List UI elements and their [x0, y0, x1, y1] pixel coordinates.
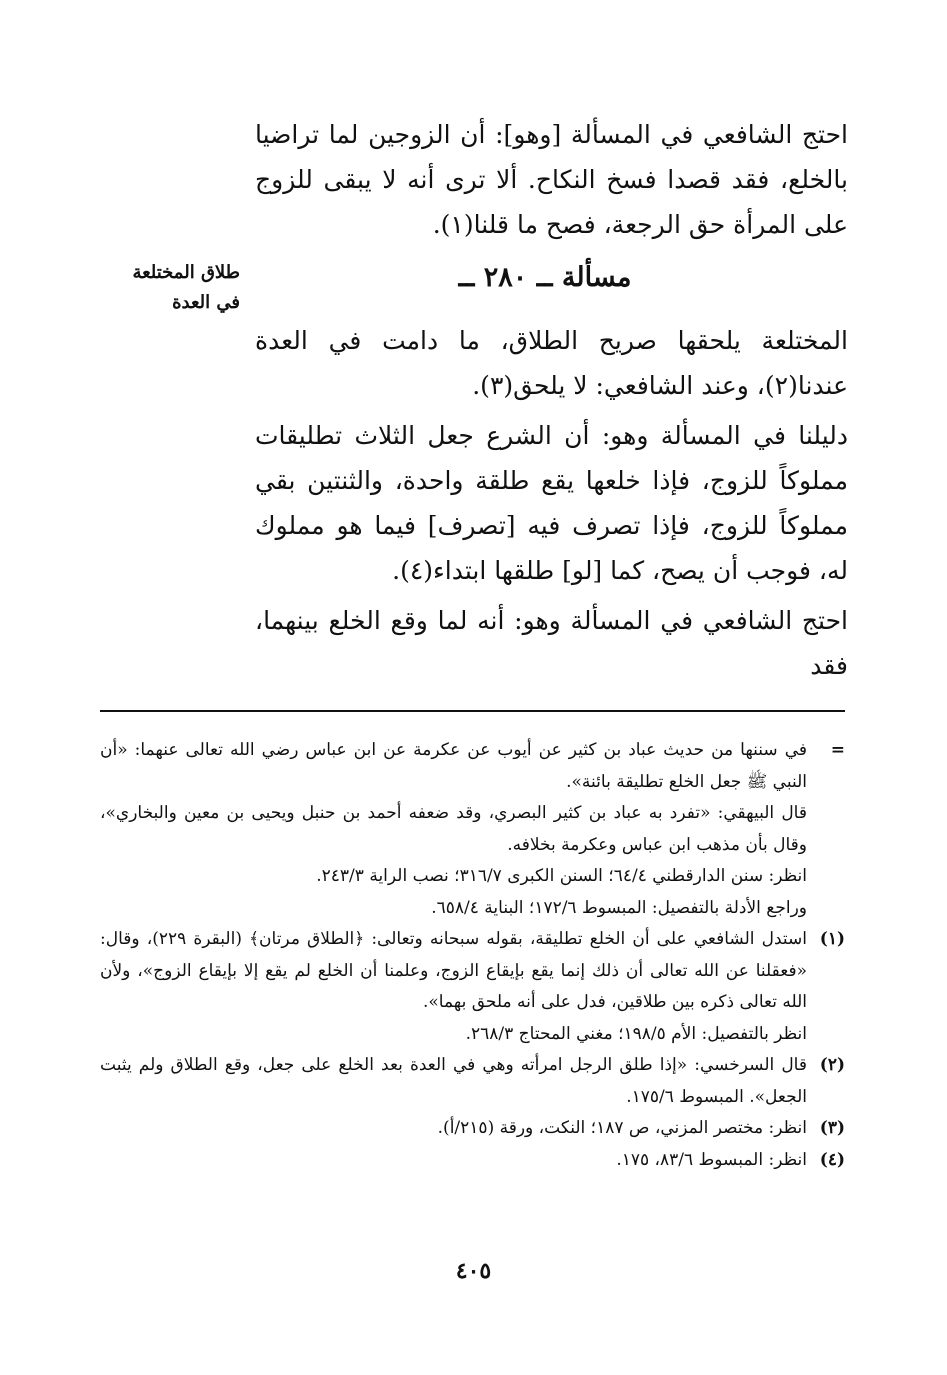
- footnote-4: [100, 1145, 845, 1177]
- footnote-line: استدل الشافعي على أن الخلع تطليقة، بقوله سبحانه وتعالى: ﴿الطلاق مرتان﴾ (البقرة ٢٢٩)، وقال: «فعقلنا عن الله تعالى أن ذلك إنما يقع بإيقاع الزوج، وعلمنا أن الخلع لم يقع إلا بإيقاع الزوج»، ولأن الله تعالى ذكره بين طلاقين، فدل على أنه ملحق بهما».: [100, 929, 808, 1012]
- issue-heading: مسألة ــ ٢٨٠ ــ: [458, 262, 632, 293]
- paragraph-shafii-evidence: احتج الشافعي في المسألة وهو: أنه لما وقع الخلع بينهما، فقد: [255, 606, 848, 680]
- footnote-line: وراجع الأدلة بالتفصيل: المبسوط ١٧٢/٦؛ البناية ٦٥٨/٤.: [431, 897, 807, 918]
- footnote-line: انظر: سنن الدارقطني ٦٤/٤؛ السنن الكبرى ٣١٦/٧؛ نصب الراية ٢٤٣/٣.: [316, 866, 807, 886]
- footnote-2: [100, 1050, 845, 1113]
- footnote-1: [100, 924, 845, 1050]
- margin-note: طلاق المختلعة في العدة: [132, 262, 240, 313]
- footnote-marker: =: [830, 740, 845, 760]
- paragraph-issue-statement: المختلعة يلحقها صريح الطلاق، ما دامت في العدة عندنا(٢)، وعند الشافعي: لا يلحق(٣).: [255, 326, 848, 400]
- footnote-marker: (١): [819, 929, 845, 949]
- footnote-line: انظر: مختصر المزني، ص ١٨٧؛ النكت، ورقة (٢١٥/أ).: [437, 1118, 807, 1138]
- footnote-line: انظر: المبسوط ٨٣/٦، ١٧٥.: [616, 1149, 807, 1170]
- footnote-3: [100, 1113, 845, 1145]
- footnote-marker: (٤): [819, 1149, 845, 1170]
- footnote-line: قال السرخسي: «إذا طلق الرجل امرأته وهي في العدة بعد الخلع على جعل، وقع الطلاق ولم يثبت الجعل». المبسوط ١٧٥/٦.: [100, 1055, 807, 1107]
- footnote-line: في سننها من حديث عباد بن كثير عن أيوب عن عكرمة عن ابن عباس رضي الله تعالى عنهما: «أن النبي ﷺ جعل الخلع تطليقة بائنة».: [100, 740, 807, 792]
- footnotes: [100, 735, 845, 1176]
- footnote-line: انظر بالتفصيل: الأم ١٩٨/٥؛ مغني المحتاج ٢٦٨/٣.: [465, 1023, 807, 1044]
- paragraph-our-evidence: دليلنا في المسألة وهو: أن الشرع جعل الثلاث تطليقات مملوكاً للزوج، فإذا خلعها يقع طلقة واحدة، والثنتين بقي مملوكاً للزوج، فإذا تصرف فيه [تصرف] فيما هو مملوك له، فوجب أن يصح، كما [لو] طلقها ابتداء(٤).: [255, 421, 848, 585]
- footnote-marker: (٣): [819, 1118, 845, 1138]
- footnote-line: قال البيهقي: «تفرد به عباد بن كثير البصري، وقد ضعفه أحمد بن حنبل ويحيى بن معين والبخاري»، وقال بأن مذهب ابن عباس وعكرمة بخلافه.: [100, 803, 807, 855]
- footnote-continuation: [100, 735, 845, 924]
- footnote-marker: (٢): [819, 1055, 845, 1075]
- page-number: ٤٠٥: [455, 1258, 492, 1284]
- paragraph-shafii-argument: احتج الشافعي في المسألة [وهو]: أن الزوجين لما تراضيا بالخلع، فقد قصدا فسخ النكاح. ألا ترى أنه لا يبقى للزوج على المرأة حق الرجعة، فصح ما قلنا(١).: [255, 120, 848, 239]
- footnote-separator: [100, 710, 845, 712]
